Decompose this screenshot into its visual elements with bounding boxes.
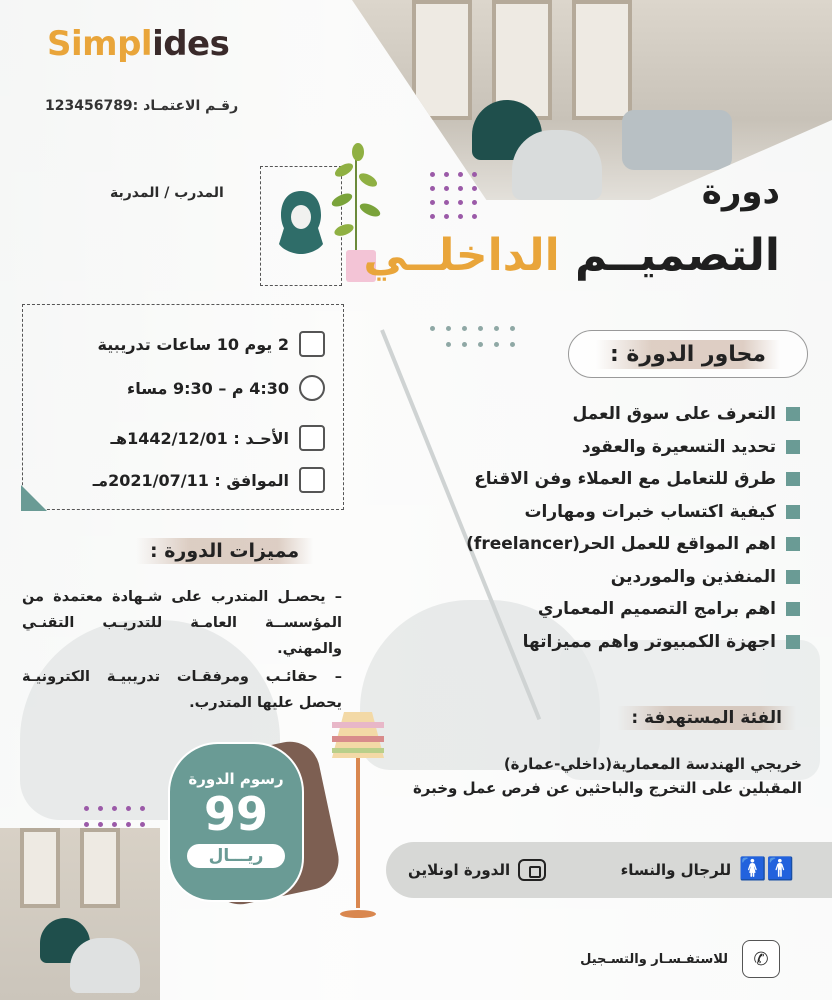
square-bullet-icon — [786, 505, 800, 519]
target-line: خريجي الهندسة المعمارية(داخلي-عمارة) — [503, 755, 802, 773]
fee-label: رسوم الدورة — [188, 770, 284, 788]
online-info: الدورة اونلاين — [408, 859, 546, 881]
men-women-icon: 🚹🚺 — [739, 857, 794, 882]
square-bullet-icon — [786, 440, 800, 454]
interior-photo-bottom — [0, 828, 160, 1000]
floor-lamp-icon — [330, 710, 386, 920]
brand-logo: Simplides — [47, 24, 230, 64]
whatsapp-icon[interactable]: ✆ — [742, 940, 780, 978]
course-info-bar — [386, 842, 832, 898]
target-heading: الفئة المستهدفة : — [617, 706, 796, 730]
features-heading: مميزات الدورة : — [136, 538, 313, 564]
feature-item: – حقائـب ومرفقـات تدريبيـة الكترونيـة يحصل عليها المتدرب. — [22, 669, 342, 711]
course-title: التصميــم الداخلــي — [363, 230, 780, 281]
target-audience — [332, 752, 802, 800]
target-line: المقبلين على التخرج والباحثين عن فرص عمل وخبرة — [412, 779, 802, 797]
audience-info: 🚹🚺 للرجال والنساء — [620, 857, 794, 882]
fee-currency: ريـــال — [187, 844, 286, 868]
schedule-gregorian-date: الموافق : 2021/07/11مـ — [93, 467, 325, 493]
list-item: تحديد التسعيرة والعقود — [380, 431, 800, 464]
square-bullet-icon — [786, 407, 800, 421]
square-bullet-icon — [786, 537, 800, 551]
square-bullet-icon — [786, 602, 800, 616]
contact-label: للاستفـسـار والتسـجيل — [580, 951, 728, 967]
clock-icon — [299, 375, 325, 401]
feature-item: – يحصـل المتدرب على شـهادة معتمدة من المؤسســة العامـة للتدريـب التقنـي والمهني. — [22, 589, 342, 657]
square-bullet-icon — [786, 570, 800, 584]
trainer-label: المدرب / المدربة — [110, 185, 224, 201]
schedule-duration: 2 يوم 10 ساعات تدريبية — [98, 331, 325, 357]
calendar-icon — [299, 425, 325, 451]
schedule-hijri-date: الأحـد : 1442/12/01هـ — [111, 425, 326, 451]
list-item: التعرف على سوق العمل — [380, 398, 800, 431]
square-bullet-icon — [786, 635, 800, 649]
list-item: طرق للتعامل مع العملاء وفن الاقناع — [380, 463, 800, 496]
list-item: اهم المواقع للعمل الحر(freelancer) — [380, 528, 800, 561]
features-list — [22, 584, 342, 718]
fee-amount: 99 — [203, 787, 268, 841]
square-bullet-icon — [786, 472, 800, 486]
calendar-icon — [299, 331, 325, 357]
course-title-prefix: دورة — [701, 172, 780, 212]
list-item: كيفية اكتساب خبرات ومهارات — [380, 496, 800, 529]
fee-badge — [168, 742, 304, 902]
axes-list — [380, 398, 800, 658]
video-camera-icon — [518, 859, 546, 881]
schedule-box — [22, 304, 344, 510]
list-item: المنفذين والموردين — [380, 561, 800, 594]
list-item: اجهزة الكمبيوتر واهم مميزاتها — [380, 626, 800, 659]
accreditation-number: رقـم الاعتمـاد :123456789 — [45, 98, 239, 114]
calendar-check-icon — [299, 467, 325, 493]
list-item: اهم برامج التصميم المعماري — [380, 593, 800, 626]
axes-heading: محاور الدورة : — [596, 340, 780, 369]
contact-section — [580, 940, 780, 978]
schedule-time: 4:30 م – 9:30 مساء — [127, 375, 325, 401]
